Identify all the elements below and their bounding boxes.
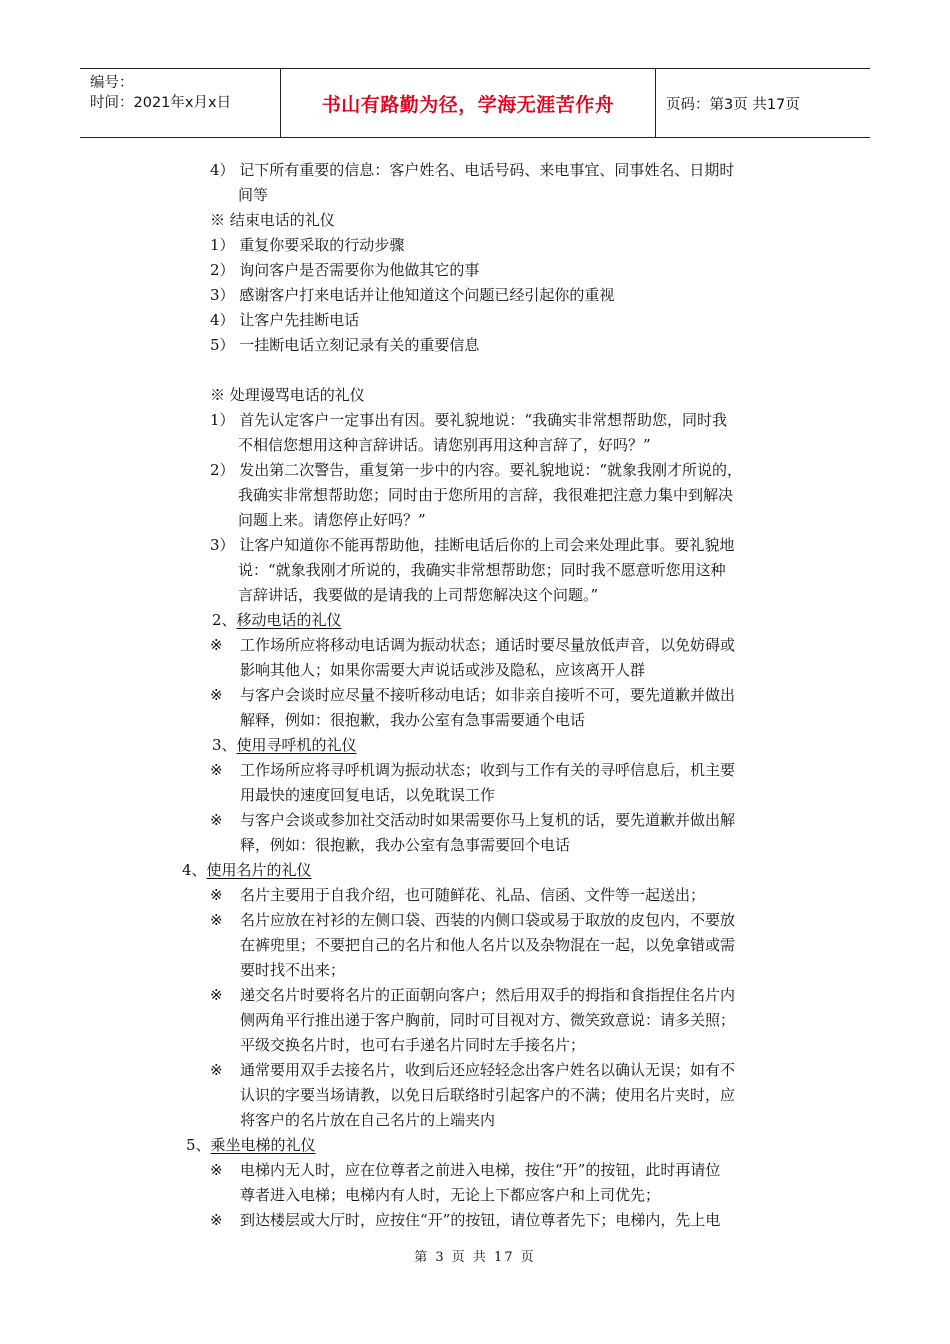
section-heading [212, 733, 357, 758]
reference-mark: ※ [210, 886, 223, 904]
text-line: 平级交换名片时，也可右手递名片同时左手接名片； [240, 1036, 586, 1054]
section-heading [212, 608, 342, 633]
text-line: 名片主要用于自我介绍，也可随鲜花、礼品、信函、文件等一起送出； [240, 886, 706, 904]
reference-mark: ※ [210, 1061, 223, 1079]
section-title: 使用寻呼机的礼仪 [236, 736, 357, 754]
section-heading: ※ 结束电话的礼仪 [210, 211, 335, 229]
section-heading: ※ 处理谩骂电话的礼仪 [210, 386, 365, 404]
section-number: 2、 [212, 611, 237, 629]
page-footer: 第 3 页 共 17 页 [414, 1250, 536, 1265]
time-label: 时间：2021年x月x日 [90, 95, 232, 111]
text-line: 与客户会谈时应尽量不接听移动电话；如非亲自接听不可，要先道歉并做出 [240, 686, 736, 704]
text-line: 3） 感谢客户打来电话并让他知道这个问题已经引起你的重视 [210, 286, 615, 304]
reference-mark: ※ [210, 911, 223, 929]
text-line: 侧两角平行推出递于客户胸前，同时可目视对方、微笑致意说：请多关照； [240, 1011, 736, 1029]
reference-mark: ※ [210, 811, 223, 829]
text-line: 名片应放在衬衫的左侧口袋、西装的内侧口袋或易于取放的皮包内，不要放 [240, 911, 736, 929]
page-label: 页码：第3页 共17页 [666, 96, 800, 113]
motto: 书山有路勤为径，学海无涯苦作舟 [281, 69, 656, 137]
text-line: 工作场所应将移动电话调为振动状态；通话时要尽量放低声音，以免妨碍或 [240, 636, 736, 654]
text-line: 说：“就象我刚才所说的，我确实非常想帮助您；同时我不愿意听您用这种 [238, 561, 726, 579]
section-number: 4、 [182, 861, 207, 879]
text-line: 4） 让客户先挂断电话 [210, 311, 360, 329]
text-line: 通常要用双手去接名片，收到后还应轻轻念出客户姓名以确认无误；如有不 [240, 1061, 736, 1079]
text-line: 1） 重复你要采取的行动步骤 [210, 236, 405, 254]
text-line: 3） 让客户知道你不能再帮助他，挂断电话后你的上司会来处理此事。要礼貌地 [210, 536, 735, 554]
reference-mark: ※ [210, 761, 223, 779]
section-number: 5、 [186, 1136, 211, 1154]
text-line: 将客户的名片放在自己名片的上端夹内 [240, 1111, 496, 1129]
number-label: 编号： [90, 75, 134, 91]
section-heading [182, 858, 312, 883]
reference-mark: ※ [210, 1161, 223, 1179]
text-line: 影响其他人；如果你需要大声说话或涉及隐私，应该离开人群 [240, 661, 646, 679]
text-line: 用最快的速度回复电话，以免耽误工作 [240, 786, 496, 804]
text-line: 递交名片时要将名片的正面朝向客户；然后用双手的拇指和食指捏住名片内 [240, 986, 736, 1004]
text-line: 间等 [238, 186, 269, 204]
reference-mark: ※ [210, 1211, 223, 1229]
text-line: 解释，例如：很抱歉，我办公室有急事需要通个电话 [240, 711, 586, 729]
section-title: 移动电话的礼仪 [236, 611, 342, 629]
text-line: 尊者进入电梯；电梯内有人时，无论上下都应客户和上司优先； [240, 1186, 661, 1204]
reference-mark: ※ [210, 986, 223, 1004]
text-line: 1） 首先认定客户一定事出有因。要礼貌地说：“我确实非常想帮助您，同时我 [210, 411, 727, 429]
section-title: 乘坐电梯的礼仪 [210, 1136, 316, 1154]
header-meta [80, 69, 281, 137]
text-line: 2） 询问客户是否需要你为他做其它的事 [210, 261, 480, 279]
section-heading [186, 1133, 316, 1158]
text-line: 言辞讲话，我要做的是请我的上司帮您解决这个问题。” [238, 586, 599, 604]
section-title: 使用名片的礼仪 [206, 861, 312, 879]
text-line: 4） 记下所有重要的信息：客户姓名、电话号码、来电事宜、同事姓名、日期时 [210, 161, 735, 179]
text-line: 5） 一挂断电话立刻记录有关的重要信息 [210, 336, 480, 354]
section-number: 3、 [212, 736, 237, 754]
text-line: 在裤兜里；不要把自己的名片和他人名片以及杂物混在一起，以免拿错或需 [240, 936, 736, 954]
text-line: 电梯内无人时，应在位尊者之前进入电梯，按住“开”的按钮，此时再请位 [240, 1161, 721, 1179]
page-header [80, 68, 870, 138]
text-line: 认识的字要当场请教，以免日后联络时引起客户的不满；使用名片夹时，应 [240, 1086, 736, 1104]
text-line: 问题上来。请您停止好吗？” [238, 511, 426, 529]
text-line: 释，例如：很抱歉，我办公室有急事需要回个电话 [240, 836, 571, 854]
text-line: 2） 发出第二次警告，重复第一步中的内容。要礼貌地说：“就象我刚才所说的， [210, 461, 742, 479]
text-line: 要时找不出来； [240, 961, 346, 979]
text-line: 工作场所应将寻呼机调为振动状态；收到与工作有关的寻呼信息后，机主要 [240, 761, 736, 779]
text-line: 不相信您想用这种言辞讲话。请您别再用这种言辞了，好吗？” [238, 436, 651, 454]
text-line: 与客户会谈或参加社交活动时如果需要你马上复机的话，要先道歉并做出解 [240, 811, 736, 829]
reference-mark: ※ [210, 686, 223, 704]
text-line: 到达楼层或大厅时，应按住“开”的按钮，请位尊者先下；电梯内，先上电 [240, 1211, 721, 1229]
reference-mark: ※ [210, 636, 223, 654]
text-line: 我确实非常想帮助您；同时由于您所用的言辞，我很难把注意力集中到解决 [238, 486, 734, 504]
